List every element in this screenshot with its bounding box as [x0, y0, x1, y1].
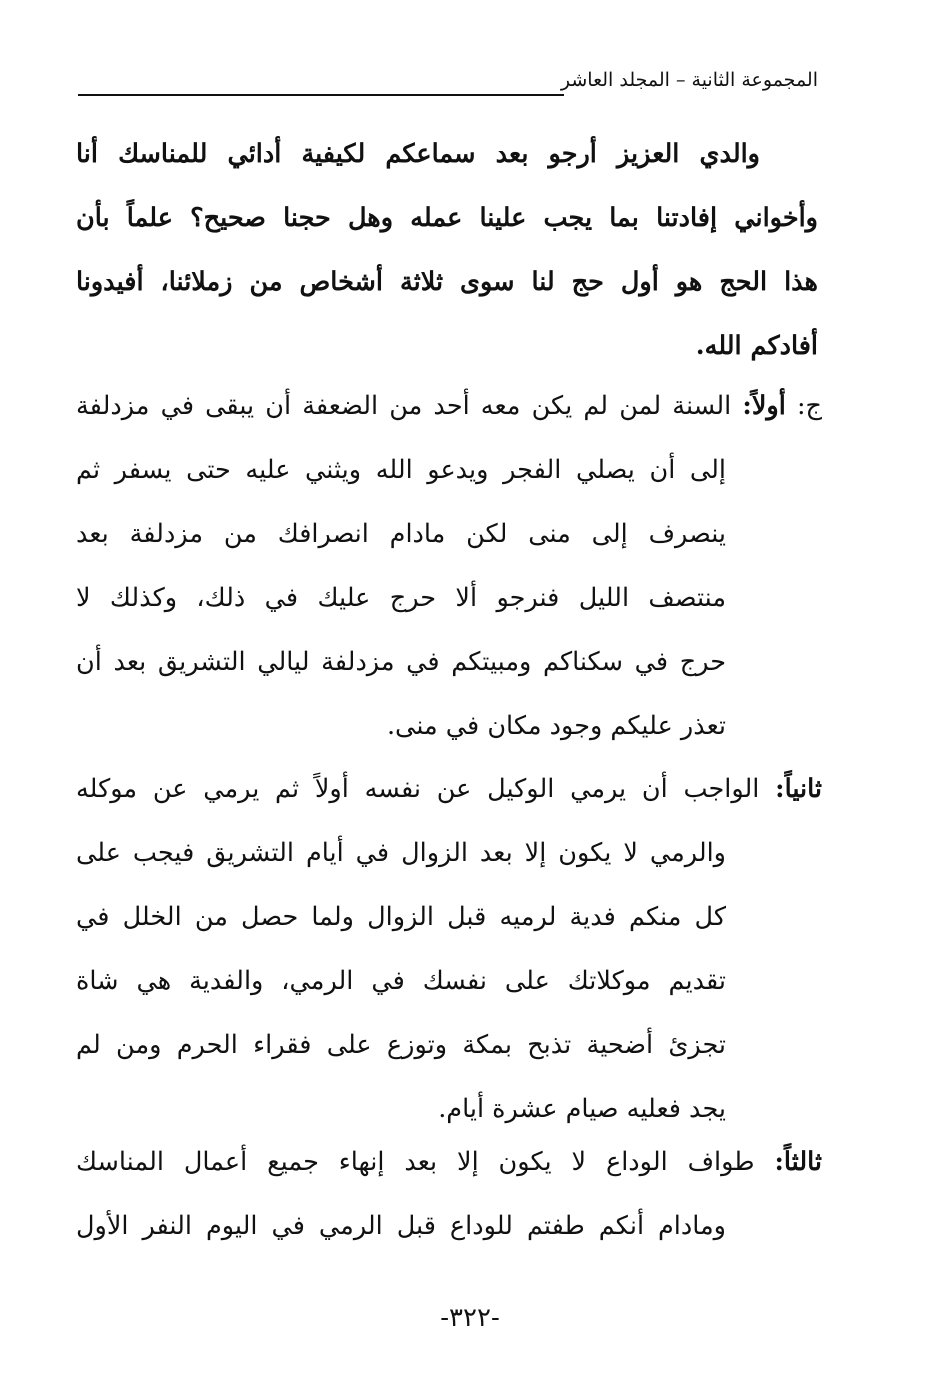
- question-line: وأخواني إفادتنا بما يجب علينا عمله وهل حجنا صحيح؟ علماً بأن: [76, 203, 818, 233]
- answer-lead-line: [76, 757, 822, 821]
- answer-prefix: ج:: [796, 391, 822, 421]
- answer-first: [76, 374, 822, 758]
- answer-second: [76, 757, 822, 1141]
- answer-line: كل منكم فدية لرميه قبل الزوال ولما حصل من الخلل في: [76, 902, 726, 932]
- answer-first-text: الواجب أن يرمي الوكيل عن نفسه أولاً ثم يرمي عن موكله: [76, 774, 760, 804]
- question-paragraph: [76, 122, 818, 378]
- question-line: هذا الحج هو أول حج لنا سوى ثلاثة أشخاص من زملائنا، أفيدونا: [76, 267, 818, 297]
- answer-line: حرج في سكناكم ومبيتكم في مزدلفة ليالي التشريق بعد أن: [76, 647, 726, 677]
- answer-third: [76, 1130, 822, 1258]
- answer-line: إلى أن يصلي الفجر ويدعو الله ويثني عليه حتى يسفر ثم: [76, 455, 726, 485]
- answer-line: ومادام أنكم طفتم للوداع قبل الرمي في اليوم النفر الأول: [76, 1211, 726, 1241]
- answer-line: ينصرف إلى منى لكن مادام انصرافك من مزدلفة بعد: [76, 519, 726, 549]
- answer-line: منتصف الليل فنرجو ألا حرج عليك في ذلك، وكذلك لا: [76, 583, 726, 613]
- answer-line: تجزئ أضحية تذبح بمكة وتوزع على فقراء الحرم ومن لم: [76, 1030, 726, 1060]
- answer-line: تقديم موكلاتك على نفسك في الرمي، والفدية هي شاة: [76, 966, 726, 996]
- page-number: -٣٢٢-: [440, 1303, 500, 1333]
- question-line: والدي العزيز أرجو بعد سماعكم لكيفية أدائي للمناسك أنا: [76, 139, 760, 169]
- answer-label: ثانياً:: [775, 774, 822, 804]
- running-header: المجموعة الثانية – المجلد العاشر: [560, 69, 818, 91]
- question-line: أفادكم الله.: [695, 331, 818, 361]
- answer-first-text: طواف الوداع لا يكون إلا بعد إنهاء جميع أعمال المناسك: [76, 1147, 755, 1177]
- answer-lead-line: [76, 374, 822, 438]
- answer-lead-line: [76, 1130, 822, 1194]
- answer-first-text: السنة لمن لم يكن معه أحد من الضعفة أن يبقى في مزدلفة: [76, 391, 732, 421]
- header-rule: [78, 94, 564, 96]
- answer-line: يجد فعليه صيام عشرة أيام.: [438, 1094, 726, 1124]
- answer-line: والرمي لا يكون إلا بعد الزوال في أيام التشريق فيجب على: [76, 838, 726, 868]
- answer-line: تعذر عليكم وجود مكان في منى.: [386, 711, 726, 741]
- answer-label: ثالثاً:: [774, 1147, 822, 1177]
- answer-label: أولاً:: [742, 391, 786, 421]
